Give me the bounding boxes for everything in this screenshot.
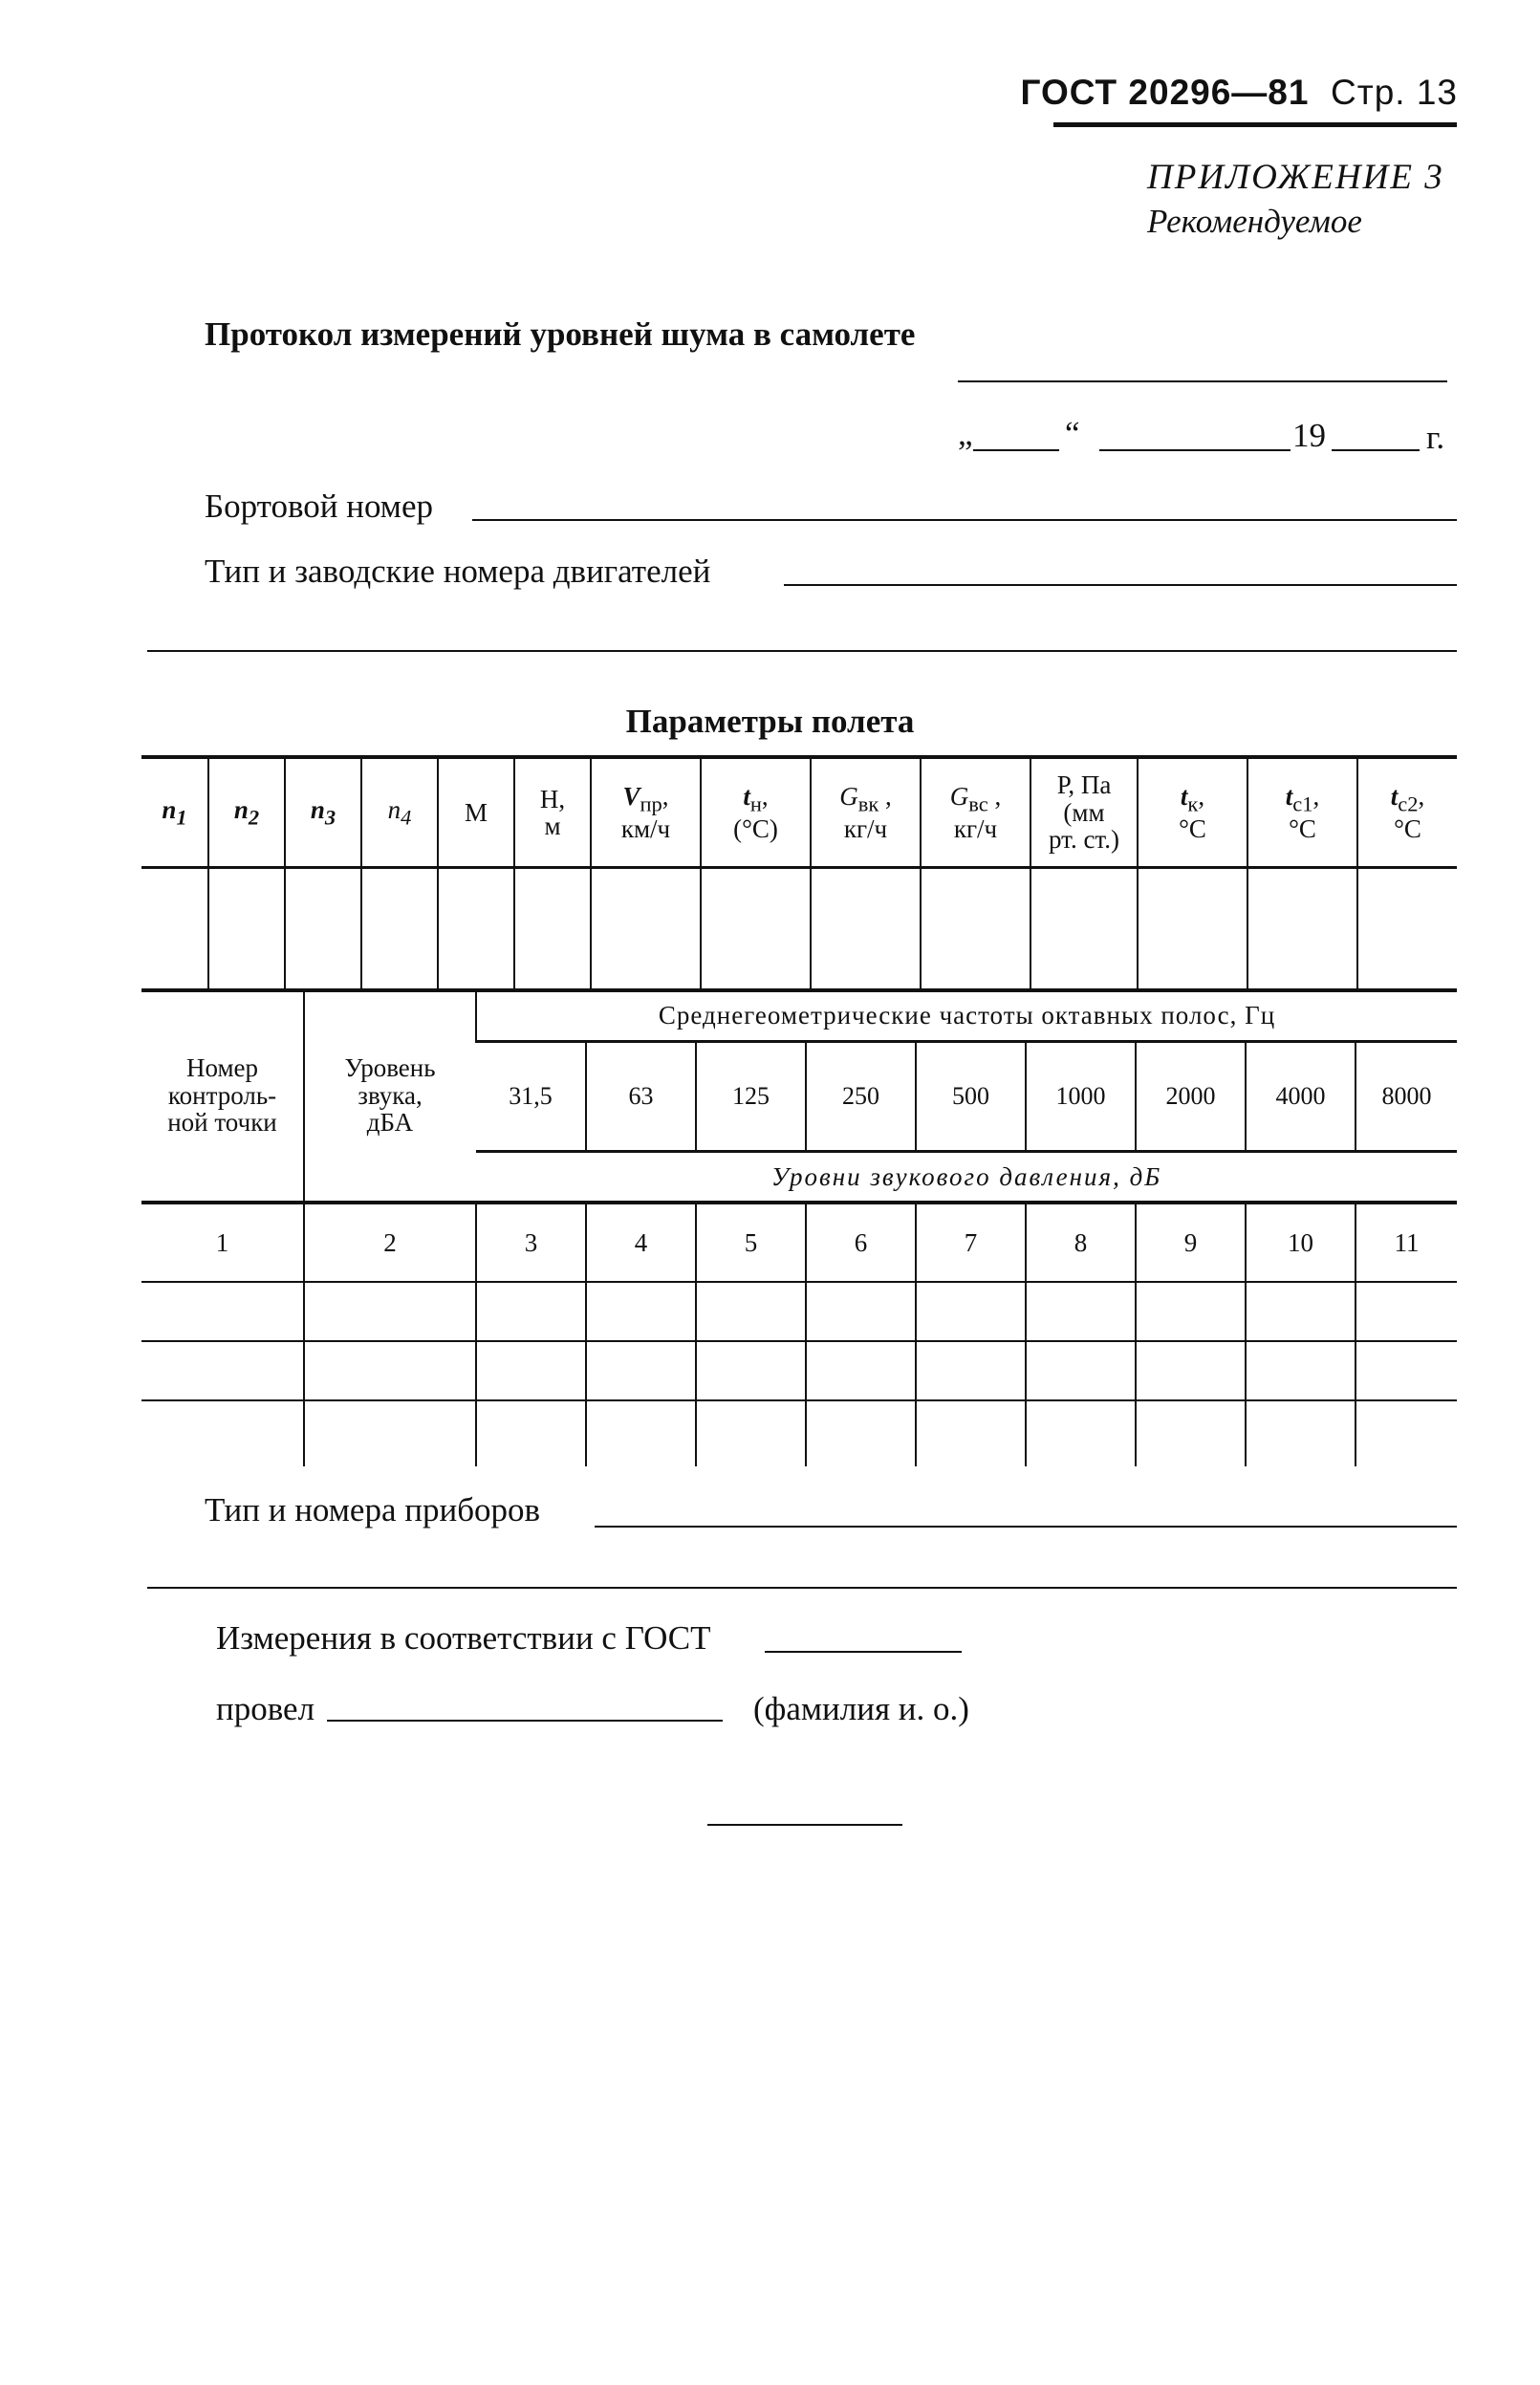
engines-blank[interactable] xyxy=(784,584,1457,586)
flight-params-entry-row[interactable] xyxy=(141,868,1457,992)
data-cell[interactable] xyxy=(1246,1400,1356,1466)
freq-8000: 8000 xyxy=(1356,1042,1457,1151)
freq-1000: 1000 xyxy=(1026,1042,1136,1151)
entry-cell[interactable] xyxy=(361,868,438,992)
entry-cell[interactable] xyxy=(141,868,208,992)
instruments-blank-2[interactable] xyxy=(147,1587,1457,1589)
col-num-8: 8 xyxy=(1026,1203,1136,1282)
entry-cell[interactable] xyxy=(811,868,921,992)
col-num-4: 4 xyxy=(586,1203,696,1282)
entry-cell[interactable] xyxy=(701,868,811,992)
col-mach: M xyxy=(438,757,514,868)
flight-params-header-row xyxy=(141,757,1457,868)
col-num-3: 3 xyxy=(476,1203,586,1282)
board-number-label: Бортовой номер xyxy=(205,488,433,525)
freq-31-5: 31,5 xyxy=(509,1082,553,1111)
data-cell[interactable] xyxy=(304,1282,476,1341)
engines-label: Тип и заводские номера двигателей xyxy=(205,553,711,590)
data-cell[interactable] xyxy=(1136,1341,1246,1400)
data-cell[interactable] xyxy=(1246,1341,1356,1400)
freq-125: 125 xyxy=(696,1042,806,1151)
col-n2: $n_2$ xyxy=(208,757,285,868)
entry-cell[interactable] xyxy=(1247,868,1357,992)
conducted-name-blank[interactable] xyxy=(327,1720,723,1722)
entry-cell[interactable] xyxy=(1357,868,1457,992)
data-row[interactable] xyxy=(141,1400,1457,1466)
engines-blank-2[interactable] xyxy=(147,650,1457,652)
octave-header-row-1 xyxy=(141,990,1457,1042)
date-open-quote: „ xyxy=(958,415,973,452)
col-num-10: 10 xyxy=(1246,1203,1356,1282)
instruments-label: Тип и номера приборов xyxy=(205,1491,541,1529)
col-num-2: 2 xyxy=(304,1203,476,1282)
col-speed: $V_{пр}$, км/ч xyxy=(591,757,701,868)
col-temp-c1: $t_{с1}$, °С xyxy=(1247,757,1357,868)
pressure-header: Уровни звукового давления, дБ xyxy=(476,1151,1457,1203)
date-month-blank[interactable] xyxy=(1099,449,1291,451)
flight-params-title: Параметры полета xyxy=(625,703,915,740)
freq-4000: 4000 xyxy=(1246,1042,1356,1151)
col-num-5: 5 xyxy=(696,1203,806,1282)
data-cell[interactable] xyxy=(304,1400,476,1466)
data-cell[interactable] xyxy=(1356,1282,1457,1341)
entry-cell[interactable] xyxy=(514,868,591,992)
col-n3: $n_3$ xyxy=(285,757,361,868)
col-num-11: 11 xyxy=(1356,1203,1457,1282)
entry-cell[interactable] xyxy=(591,868,701,992)
col-temp-k: $t_к$, °С xyxy=(1138,757,1247,868)
appendix-title: ПРИЛОЖЕНИЕ 3 xyxy=(1147,158,1444,197)
page-number: Стр. 13 xyxy=(1331,73,1458,112)
data-cell[interactable] xyxy=(696,1282,806,1341)
col-n1: $n_1$ xyxy=(141,757,208,868)
col-altitude: Н, м xyxy=(514,757,591,868)
freq-250: 250 xyxy=(806,1042,916,1151)
frequency-header: Среднегеометрические частоты октавных полос, Гц xyxy=(476,990,1457,1042)
header-rule xyxy=(1053,122,1457,127)
data-cell[interactable] xyxy=(1136,1400,1246,1466)
data-cell[interactable] xyxy=(1026,1400,1136,1466)
data-cell[interactable] xyxy=(916,1400,1026,1466)
data-cell[interactable] xyxy=(806,1341,916,1400)
entry-cell[interactable] xyxy=(1030,868,1138,992)
flight-params-table xyxy=(141,755,1457,991)
appendix-note: Рекомендуемое xyxy=(1147,203,1362,240)
col-num-7: 7 xyxy=(916,1203,1026,1282)
gost-code: ГОСТ 20296—81 xyxy=(1020,73,1310,112)
data-cell[interactable] xyxy=(1026,1341,1136,1400)
col-n4: $n_4$ xyxy=(361,757,438,868)
data-cell[interactable] xyxy=(916,1341,1026,1400)
title-blank-line xyxy=(958,380,1447,382)
col-gvs: $G_{вс}$ , кг/ч xyxy=(921,757,1030,868)
name-hint: (фамилия и. о.) xyxy=(753,1690,969,1727)
data-cell[interactable] xyxy=(1026,1282,1136,1341)
data-row[interactable] xyxy=(141,1282,1457,1341)
data-cell[interactable] xyxy=(916,1282,1026,1341)
entry-cell[interactable] xyxy=(285,868,361,992)
entry-cell[interactable] xyxy=(1138,868,1247,992)
col-gvk: $G_{вк}$ , кг/ч xyxy=(811,757,921,868)
data-cell[interactable] xyxy=(806,1400,916,1466)
freq-63: 63 xyxy=(586,1042,696,1151)
entry-cell[interactable] xyxy=(208,868,285,992)
date-day-blank[interactable] xyxy=(973,449,1059,451)
col-pressure: Р, Па (мм рт. ст.) xyxy=(1030,757,1138,868)
data-cell[interactable] xyxy=(696,1341,806,1400)
sound-level-header: Уровень звука, дБА xyxy=(304,990,476,1203)
date-year-prefix: 19 xyxy=(1292,417,1326,454)
control-point-header: Номер контроль- ной точки xyxy=(141,990,304,1203)
data-row[interactable] xyxy=(141,1341,1457,1400)
freq-2000: 2000 xyxy=(1136,1042,1246,1151)
data-cell[interactable] xyxy=(141,1341,304,1400)
data-cell[interactable] xyxy=(696,1400,806,1466)
col-num-9: 9 xyxy=(1136,1203,1246,1282)
data-cell[interactable] xyxy=(1136,1282,1246,1341)
data-cell[interactable] xyxy=(476,1400,586,1466)
freq-500: 500 xyxy=(916,1042,1026,1151)
column-numbers-row xyxy=(141,1203,1457,1282)
document-code xyxy=(1020,73,1458,113)
col-num-6: 6 xyxy=(806,1203,916,1282)
col-num-1: 1 xyxy=(215,1227,229,1257)
data-cell[interactable] xyxy=(806,1282,916,1341)
data-cell[interactable] xyxy=(1356,1400,1457,1466)
data-cell[interactable] xyxy=(586,1400,696,1466)
octave-table xyxy=(141,990,1457,1466)
data-cell[interactable] xyxy=(141,1400,304,1466)
col-temp-outside: $t_н$, (°С) xyxy=(701,757,811,868)
form-title: Протокол измерений уровней шума в самолете xyxy=(205,315,916,353)
entry-cell[interactable] xyxy=(921,868,1030,992)
board-number-blank[interactable] xyxy=(472,519,1457,521)
data-cell[interactable] xyxy=(304,1341,476,1400)
data-cell[interactable] xyxy=(476,1282,586,1341)
date-close-quote: “ xyxy=(1065,415,1080,452)
end-rule xyxy=(707,1824,902,1826)
gost-number-blank[interactable] xyxy=(765,1651,962,1653)
gost-compliance-label: Измерения в соответствии с ГОСТ xyxy=(216,1619,711,1657)
entry-cell[interactable] xyxy=(438,868,514,992)
date-year-suffix: г. xyxy=(1426,419,1445,456)
data-cell[interactable] xyxy=(586,1341,696,1400)
data-cell[interactable] xyxy=(1246,1282,1356,1341)
date-year-blank[interactable] xyxy=(1332,449,1420,451)
data-cell[interactable] xyxy=(476,1341,586,1400)
instruments-blank[interactable] xyxy=(595,1526,1457,1528)
col-temp-c2: $t_{с2}$, °С xyxy=(1357,757,1457,868)
conducted-label: провел xyxy=(216,1690,315,1727)
data-cell[interactable] xyxy=(586,1282,696,1341)
data-cell[interactable] xyxy=(141,1282,304,1341)
data-cell[interactable] xyxy=(1356,1341,1457,1400)
